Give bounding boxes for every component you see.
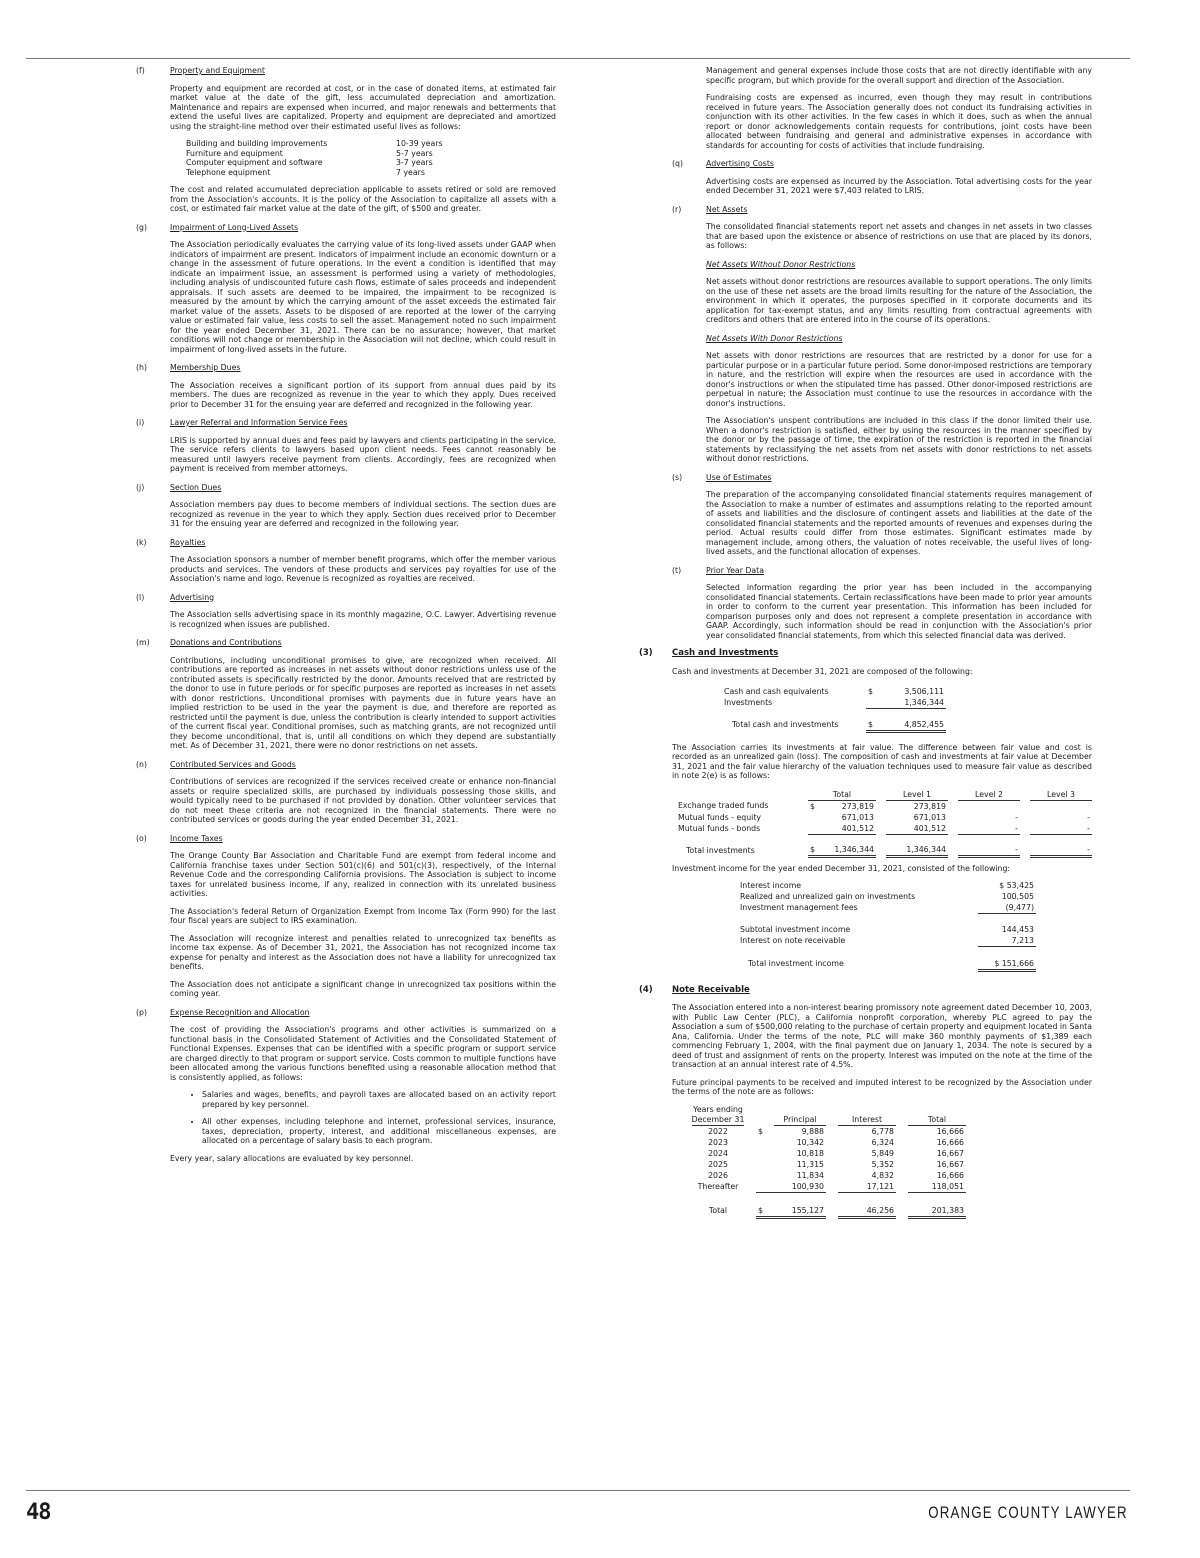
useful-lives-row: Computer equipment and software 3-7 years (186, 158, 433, 167)
note-4-note-receivable (639, 984, 1092, 1219)
section-title: Expense Recognition and Allocation (170, 1007, 310, 1017)
section-title: Membership Dues (170, 363, 241, 372)
paragraph: Association members pay dues to become members of individual sections. The section dues are recognized as revenue in the year to which they apply. Section dues received prior to December 31 for the ensuing year are deferred and recognized in the following year. (170, 500, 556, 528)
paragraph: Investment income for the year ended December 31, 2021, consisted of the following: (672, 864, 1011, 873)
table-row: Realized and unrealized gain on investments 100,505 (740, 891, 1034, 901)
paragraph: Cash and investments at December 31, 2021 are composed of the following: (672, 666, 973, 676)
section-letter: (i) (136, 418, 145, 427)
section-letter: (f) (136, 66, 145, 75)
paragraph: Net assets with donor restrictions are resources that are restricted by a donor for use for a particular purpose or in a particular future period. Some donor-imposed restrictions are temporary in nature, and the restriction will expire when the resources are used in accordance with the donor's instructions or when the stipulated time has passed. Other donor-imposed restrictions are perpetual in nature; the Association must continue to use the resources in accordance with the donor's instructions. (706, 351, 1092, 408)
table-row: Interest income $ 53,425 (740, 880, 1034, 890)
section-m (136, 638, 556, 751)
section-letter: (t) (672, 565, 682, 575)
table-row: 2023 10,342 6,324 16,666 (708, 1138, 964, 1147)
table-total-row: Total investment income $ 151,666 (748, 958, 1034, 969)
table-row: Subtotal investment income 144,453 (740, 925, 1034, 934)
useful-lives-table (186, 139, 556, 177)
payment-schedule-table (680, 1105, 966, 1219)
section-letter: (j) (136, 482, 145, 492)
section-i (136, 418, 556, 474)
useful-lives-row: Telephone equipment 7 years (186, 167, 425, 177)
section-o (136, 834, 556, 999)
section-letter: (o) (136, 833, 147, 843)
paragraph: The Association's unspent contributions are included in this class if the donor limited their use. When a donor's restriction is satisfied, either by using the resources in the manner specified by the donor or by the passage of time, the expiration of the restriction is reported in the financial statements by reclassifying the net assets from net assets with donor restrictions to net assets without donor restrictions. (706, 416, 1092, 463)
section-title: Royalties (170, 537, 206, 547)
paragraph: The preparation of the accompanying consolidated financial statements requires management of the Association to make a number of estimates and assumptions relating to the reported amount of assets and liabilities and the disclosure of contingent assets and liabilities at the date of the consolidated financial statements and the reported amounts of revenues and expenses during the period. Actual results could differ from those estimates. Significant estimates made by management include, among others, the valuation of notes receivable, the useful lives of long-lived assets, and the functional allocation of expenses. (706, 490, 1092, 556)
table-row: 2022 $ 9,888 6,778 16,666 (708, 1126, 964, 1136)
section-title: Prior Year Data (706, 565, 764, 575)
section-l (136, 593, 556, 630)
section-title: Property and Equipment (170, 66, 265, 75)
table-total-row: Total cash and investments $ 4,852,455 (732, 719, 944, 730)
left-column (136, 66, 556, 1172)
section-title: Contributed Services and Goods (170, 759, 296, 769)
section-letter: (m) (136, 638, 150, 647)
paragraph: Management and general expenses include those costs that are not directly identifiable with any specific program, but which provide for the overall support and direction of the Association. (706, 66, 1092, 85)
paragraph: Contributions, including unconditional promises to give, are recognized when received. All contributions are reported as increases in net assets without donor restrictions unless use of the contributed assets is specifically restricted by the donor. Amounts received that are restricted by the donor to use in future periods or for specific purposes are reported as increases in net assets with donor restrictions. Unconditional promises with payments due in future years have an implied restriction to be used in the year the payment is due, and therefore are reported as restricted until the payment is due, unless the contribution is clearly intended to support activities of the current fiscal year. Conditional promises, such as matching grants, are not recognized until they become unconditional, that is, until all conditions on which they depend are substantially met. As of December 31, 2021, there were no donor restrictions on net assets. (170, 655, 556, 750)
useful-lives-row: Furniture and equipment 5-7 years (186, 148, 433, 158)
right-column (639, 66, 1092, 1219)
paragraph: The Association will recognize interest and penalties related to unrecognized tax benefits as income tax expense. As of December 31, 2021, the Association has not recognized income tax expense for penalty and interest as the Association does not have a liability for unrecognized tax benefits. (170, 933, 556, 971)
section-letter: (k) (136, 537, 147, 547)
paragraph: The cost and related accumulated depreciation applicable to assets retired or sold are removed from the Association's accounts. It is the policy of the Association to capitalize all assets with a cost, or estimated fair market value at the date of the gift, of $500 and greater. (170, 185, 556, 213)
section-letter: (h) (136, 363, 148, 372)
section-title: Net Assets (706, 204, 748, 214)
section-letter: (n) (136, 759, 148, 769)
table-row: Investments 1,346,344 (724, 698, 944, 708)
section-letter: (q) (672, 159, 684, 168)
section-s (672, 473, 1092, 557)
paragraph: The Association carries its investments at fair value. The difference between fair value and cost is recorded as an unrealized gain (loss). The composition of cash and investments at fair value at December 31, 2021 and the fair value hierarchy of the valuation techniques used to measure fair value as described in note 2(e) is as follows: (672, 742, 1092, 780)
paragraph: Future principal payments to be received and imputed interest to be recognized by the Association under the terms of the note are as follows: (672, 1077, 1092, 1096)
paragraph: The Association receives a significant portion of its support from annual dues paid by its members. The dues are recognized as revenue in the year to which they apply. Dues received prior to December 31 for the ensuing year are deferred and recognized in the following year. (170, 380, 556, 409)
section-t (672, 566, 1092, 641)
section-title: Impairment of Long-Lived Assets (170, 222, 299, 232)
section-title: Advertising Costs (706, 159, 774, 168)
paragraph: Advertising costs are expensed as incurred by the Association. Total advertising costs for the year ended December 31, 2021 were $7,403 related to LRIS. (706, 176, 1092, 195)
note-number: (3) (639, 648, 653, 658)
table-header-row: Total Level 1 Level 2 Level 3 (676, 789, 1092, 801)
section-j (136, 483, 556, 529)
section-title: Donations and Contributions (170, 638, 282, 647)
paragraph: The Association periodically evaluates the carrying value of its long-lived assets under GAAP when indicators of impairment are present. Indicators of impairment include an economic downturn or a change in the assessment of future operations. In the event a condition is identified that may indicate an impairment issue, an assessment is performed using a variety of methodologies, including analysis of undiscounted future cash flows, estimate of sales proceeds and independent appraisals. If such assets are deemed to be impaired, the impairment to be recognized is measured by the amount by which the carrying amount of the asset exceeds the estimated fair market value of the assets. Assets to be disposed of are reported at the lower of the carrying value or estimated fair value, less costs to sell the asset. Management noted no such impairment for the year ended December 31, 2021. There can be no assurance; however, that market conditions will not change or membership in the Association will not decline, which could result in impairment of long-lived assets in the future. (170, 240, 556, 354)
section-letter: (s) (672, 472, 683, 482)
table-header-row: Years ending December 31 Principal Interest Total (680, 1105, 966, 1126)
page-number: 48 (26, 1500, 51, 1525)
section-letter: (r) (672, 204, 682, 214)
paragraph: The cost of providing the Association's programs and other activities is summarized on a functional basis in the Consolidated Statement of Activities and the Consolidated Statement of Functional Expenses. Expenses that can be identified with a specific program or support service are charged directly to that program or support service. Costs common to multiple functions have been allocated among the various functions benefited using a reasonable allocation method that is consistently applied, as follows: (170, 1025, 556, 1082)
paragraph: The Orange County Bar Association and Charitable Fund are exempt from federal income and California franchise taxes under Section 501(c)(6) and 501(c)(3), respectively, of the Internal Revenue Code and the corresponding California provisions. The Association is subject to income taxes for unrelated business income, if any, realized in connection with its unrelated business activities. (170, 851, 556, 898)
section-n (136, 760, 556, 825)
table-row: Investment management fees (9,477) (740, 902, 1034, 912)
paragraph: The Association does not anticipate a significant change in unrecognized tax positions within the coming year. (170, 979, 556, 998)
table-row: Mutual funds - bonds 401,512 401,512 - - (678, 823, 1090, 833)
note-title: Cash and Investments (672, 648, 779, 658)
paragraph: Fundraising costs are expensed as incurred, even though they may result in contributions received in future years. The Association generally does not conduct its fundraising activities in conjunction with its other activities. In the few cases in which it does, such as when the annual report or donor acknowledgements contain requests for contributions, joint costs have been allocated between fundraising and general and administrative expenses in accordance with standards for accounting for costs of activities that include fundraising. (706, 93, 1092, 150)
paragraph: The Association sells advertising space in its monthly magazine, O.C. Lawyer. Advertising revenue is recognized when issues are published. (170, 610, 556, 629)
table-row: Mutual funds - equity 671,013 671,013 - - (678, 812, 1090, 822)
paragraph: Contributions of services are recognized if the services received create or enhance non-financial assets or require specialized skills, are purchased by individuals possessing those skills, and would typically need to be purchased if not provided by donation. Other volunteer services that do not meet these criteria are not recognized in the financial statements. There were no contributed services or goods during the year ended December 31, 2021. (170, 777, 556, 824)
section-q (672, 159, 1092, 196)
paragraph: Every year, salary allocations are evaluated by key personnel. (170, 1153, 414, 1163)
table-row: Exchange traded funds $ 273,819 273,819 (678, 801, 946, 811)
section-p (136, 1008, 556, 1164)
section-letter: (p) (136, 1007, 148, 1017)
subheading: Net Assets Without Donor Restrictions (706, 259, 856, 269)
bullet-item: • Salaries and wages, benefits, and payroll taxes are allocated based on an activity report prepared by key personnel. (202, 1090, 556, 1109)
table-row: 2025 11,315 5,352 16,667 (708, 1160, 964, 1169)
table-row: 2026 11,834 4,832 16,666 (708, 1171, 964, 1180)
note-title: Note Receivable (672, 984, 750, 995)
section-title: Advertising (170, 592, 215, 602)
subheading: Net Assets With Donor Restrictions (706, 333, 843, 343)
section-h (136, 363, 556, 409)
section-title: Lawyer Referral and Information Service Fees (170, 418, 348, 427)
table-total-row: Total investments $ 1,346,344 1,346,344 - - (686, 845, 1090, 855)
section-p-continued (672, 66, 1092, 150)
section-letter: (g) (136, 222, 148, 232)
paragraph: The Association entered into a non-interest bearing promissory note agreement dated December 10, 2003, with Public Law Center (PLC), a California nonprofit corporation, whereby PLC agreed to pay the Association a sum of $500,000 relating to the purchase of certain property and equipment located in Santa Ana, California. Under the terms of the note, PLC will make 360 monthly payments of $1,389 each commencing February 1, 2004, with the final payment due on January 1, 2034. The note is secured by a deed of trust and assignment of rents on the property. Interest was imputed on the note at the time of the transaction at an annual interest rate of 4.5%. (672, 1003, 1092, 1069)
note-number: (4) (639, 984, 653, 995)
section-letter: (l) (136, 592, 145, 602)
table-row: Thereafter 100,930 17,121 118,051 (697, 1182, 964, 1192)
section-g (136, 223, 556, 355)
section-r (672, 205, 1092, 464)
section-k (136, 538, 556, 584)
footer-rule (26, 1490, 1130, 1491)
paragraph: LRIS is supported by annual dues and fees paid by lawyers and clients participating in the service. The service refers clients to lawyers based upon client needs. Fees cannot reasonably be measured until lawyers receive payment from clients. Accordingly, fees are recognized when payment is received from member attorneys. (170, 435, 556, 473)
top-rule (26, 58, 1130, 59)
table-row: Cash and cash equivalents $ 3,506,111 (724, 687, 944, 696)
section-title: Section Dues (170, 482, 222, 492)
paragraph: The consolidated financial statements report net assets and changes in net assets in two classes that are based upon the existence or absence of restrictions on use that are placed by its donors, as follows: (706, 222, 1092, 250)
bullet-item: • All other expenses, including telephone and internet, professional services, insurance, taxes, depreciation, property, interest, and additional miscellaneous expenses, are allocated on a percentage of salary basis to each program. (202, 1117, 556, 1146)
cash-table (722, 686, 946, 733)
paragraph: The Association sponsors a number of member benefit programs, which offer the member various products and services. The vendors of these products and services pay royalties for use of the Association's name and logo. Revenue is recognized as royalties are received. (170, 555, 556, 583)
bullet-list (170, 1090, 556, 1146)
paragraph: Property and equipment are recorded at cost, or in the case of donated items, at estimated fair market value at the date of the gift, less accumulated depreciation and amortization. Maintenance and repairs are expensed when incurred, and major renewals and betterments that extend the useful lives are capitalized. Property and equipment are depreciated and amortized using the straight-line method over their estimated useful lives as follows: (170, 83, 556, 131)
section-title: Use of Estimates (706, 472, 772, 482)
table-row: Interest on note receivable 7,213 (740, 936, 1034, 946)
investment-income-table (738, 880, 1036, 972)
table-row: 2024 10,818 5,849 16,667 (708, 1149, 964, 1158)
useful-lives-row: Building and building improvements 10-39 years (186, 139, 443, 148)
table-total-row: Total $ 155,127 46,256 201,383 (708, 1205, 964, 1216)
note-3-cash-and-investments (639, 648, 1092, 972)
fair-value-table (676, 789, 1092, 859)
magazine-title: ORANGE COUNTY LAWYER (928, 1503, 1128, 1522)
section-title: Income Taxes (170, 833, 223, 843)
paragraph: Selected information regarding the prior year has been included in the accompanying consolidated financial statements. Certain reclassifications have been made to prior year amounts in order to conform to the current year presentation. This information has been included for comparison purposes only and does not represent a complete presentation in accordance with GAAP. Accordingly, such information should be read in conjunction with the Association's prior year consolidated financial statements, from which this selected financial data was derived. (706, 583, 1092, 640)
section-f (136, 66, 556, 214)
paragraph: Net assets without donor restrictions are resources available to support operations. The only limits on the use of these net assets are the broad limits resulting for the nature of the Association, the environment in which it operates, the purposes specified in it corporate documents and its application for tax-exempt status, and any limits resulting from contractual agreements with creditors and others that are entered into in the course of its operations. (706, 277, 1092, 324)
paragraph: The Association's federal Return of Organization Exempt from Income Tax (Form 990) for the last four fiscal years are subject to IRS examination. (170, 906, 556, 925)
